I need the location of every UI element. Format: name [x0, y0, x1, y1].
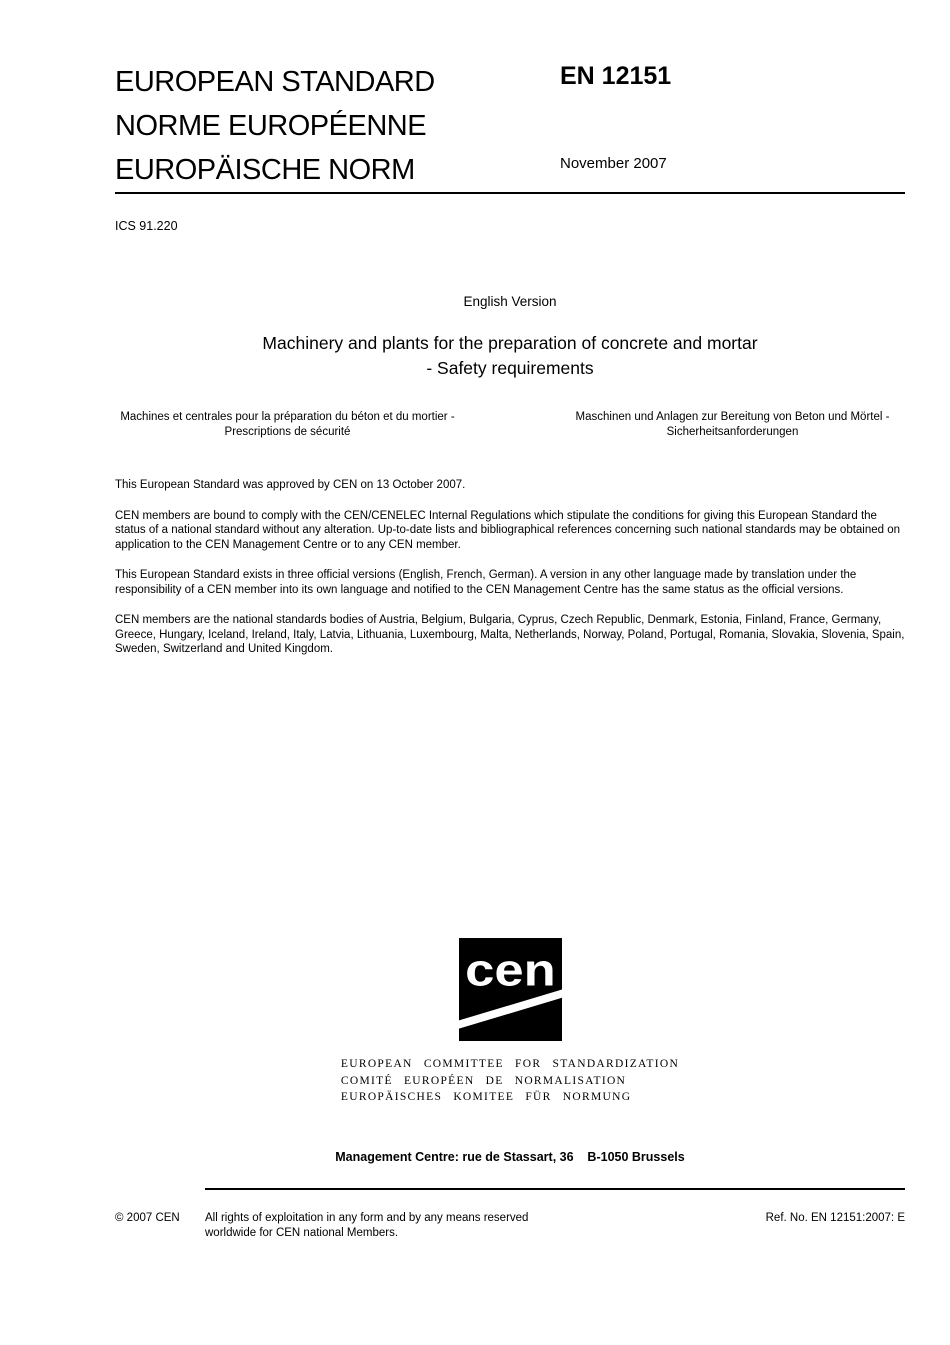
- footer: [115, 1211, 905, 1241]
- document-title-line1: Machinery and plants for the preparation of concrete and mortar: [262, 333, 758, 353]
- header-titles: [115, 60, 560, 192]
- committee-block: [115, 1056, 905, 1106]
- header-title-de: EUROPÄISCHE NORM: [115, 154, 415, 186]
- committee-lines: [341, 1056, 679, 1106]
- committee-line-de: EUROPÄISCHES KOMITEE FÜR NORMUNG: [340, 1091, 632, 1103]
- paragraph-regulations: CEN members are bound to comply with the CEN/CENELEC Internal Regulations which stipulate the conditions for giving this European Standard the status of a national standard without any alteration. Up-to-date lists and bibliographical references concerning such national standards may be obtained on application to the CEN Management Centre or to any CEN member.: [115, 509, 901, 551]
- rights-line1: All rights of exploitation in any form and by any means reserved: [205, 1212, 529, 1224]
- header-title-fr: NORME EUROPÉENNE: [115, 110, 427, 142]
- cen-logo-text: cen: [464, 944, 556, 996]
- cen-logo-icon: [458, 938, 563, 1041]
- subtitle-german: Maschinen und Anlagen zur Bereitung von Beton und Mörtel - Sicherheitsanforderungen: [575, 411, 890, 438]
- reference-number: Ref. No. EN 12151:2007: E: [765, 1212, 905, 1224]
- header-title-en: EUROPEAN STANDARD: [115, 66, 435, 98]
- paragraph-versions: This European Standard exists in three official versions (English, French, German). A version in any other language made by translation under the responsibility of a CEN member into its own language and notified to the CEN Management Centre has the same status as the official versions.: [115, 569, 857, 596]
- paragraph-members: CEN members are the national standards bodies of Austria, Belgium, Bulgaria, Cyprus, Czech Republic, Denmark, Estonia, Finland, France, Germany, Greece, Hungary, Iceland, Ireland, Italy, Latvia, Lithuania, Luxembourg, Malta, Netherlands, Norway, Poland, Portugal, Romania, Slovakia, Slovenia, Spain, Sweden, Switzerland and United Kingdom.: [115, 614, 905, 655]
- standard-number: EN 12151: [560, 62, 672, 90]
- logo-container: [115, 938, 905, 1046]
- document-title-line2: - Safety requirements: [426, 358, 594, 378]
- subtitle-french: Machines et centrales pour la préparation du béton et du mortier - Prescriptions de sécurité: [120, 411, 455, 438]
- rights-statement: [205, 1211, 766, 1241]
- paragraph-approval: This European Standard was approved by CEN on 13 October 2007.: [115, 479, 466, 491]
- management-centre-address: Management Centre: rue de Stassart, 36 B-1050 Brussels: [335, 1150, 685, 1164]
- committee-line-en: EUROPEAN COMMITTEE FOR STANDARDIZATION: [340, 1058, 680, 1070]
- copyright-notice: © 2007 CEN: [115, 1212, 180, 1224]
- ics-code: ICS 91.220: [115, 219, 178, 233]
- publication-date: November 2007: [560, 155, 667, 172]
- intro-paragraphs: [115, 478, 905, 673]
- translated-titles: [115, 410, 905, 440]
- version-label: English Version: [463, 294, 557, 309]
- footer-rule: [205, 1188, 905, 1190]
- header-right: [560, 60, 671, 192]
- rights-line2: worldwide for CEN national Members.: [205, 1227, 399, 1239]
- committee-line-fr: COMITÉ EUROPÉEN DE NORMALISATION: [340, 1074, 627, 1087]
- document-title: [115, 331, 905, 381]
- header: [115, 60, 905, 192]
- header-rule: [115, 192, 905, 194]
